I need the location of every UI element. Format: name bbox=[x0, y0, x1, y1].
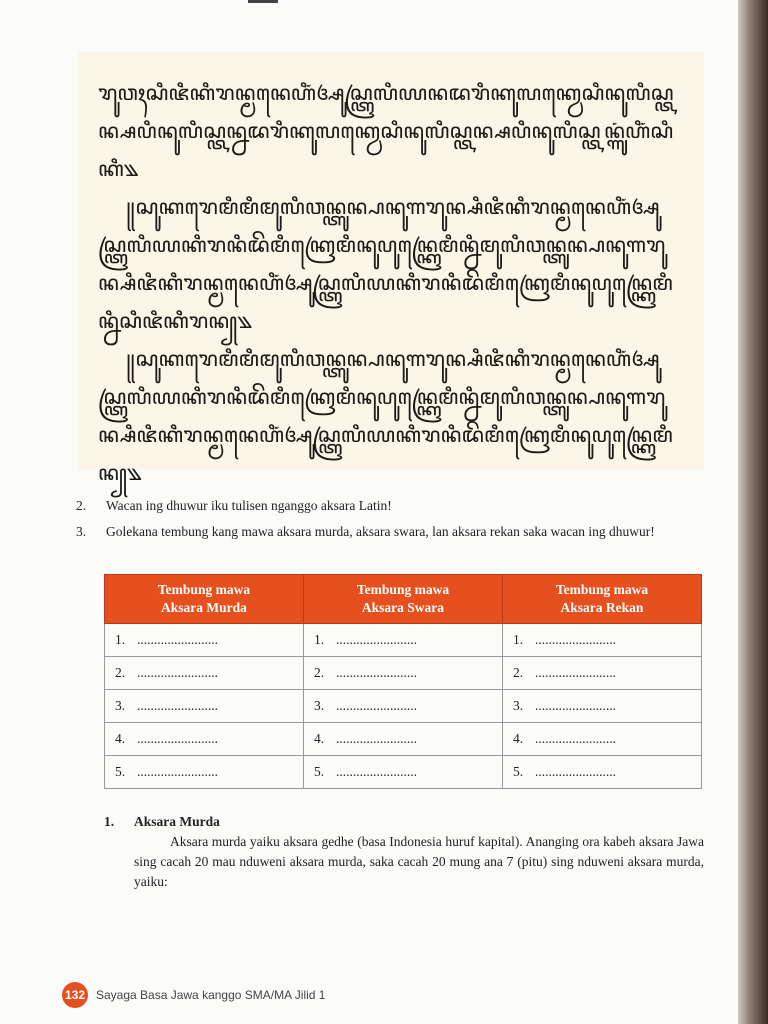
answer-cell[interactable] bbox=[304, 723, 503, 756]
exercise-item bbox=[76, 522, 708, 542]
section-paragraph: Aksara murda yaiku aksara gedhe (basa Indonesia huruf kapital). Ananging ora kabeh aksara Jawa sing cacah 20 mau nduweni aksara murda, saka cacah 20 mung ana 7 (pitu) sing nduweni aksara murda, yaiku: bbox=[134, 834, 704, 889]
answer-cell[interactable] bbox=[304, 624, 503, 657]
section-number: 1. bbox=[104, 814, 115, 829]
table-row bbox=[105, 624, 702, 657]
print-mark bbox=[248, 0, 278, 3]
header-rekan bbox=[503, 575, 702, 624]
answer-blank: ........................ bbox=[137, 731, 218, 746]
book-spine bbox=[738, 0, 768, 1024]
script-paragraph-3: ꧋ꦱꦸꦏꦫꦺꦩꦶꦩꦶꦩꦸꦭꦶꦮꦤ꧀ꦠꦸꦤ꧀ꦥꦤꦸꦒꦫꦸꦤ꧀ꦱꦶꦗꦶꦏꦶꦫꦤ꧀ꦩꦤꦺꦲꦶꦁꦄꦸꦱ꧀ꦠꦿꦭꦶꦪꦏꦶꦫꦤꦶꦢꦼꦩꦶꦏꦿꦺꦩꦶꦤꦸꦥꦸꦤ꧀ꦏꦿꦺꦩꦶꦤ꧀ꦤꦶꦩꦸꦭꦶꦮꦤ꧀ꦠꦸꦤ꧀ꦥꦤꦸꦒꦫꦸꦤ꧀ꦱꦶꦗꦶꦏꦶꦫꦤ꧀ꦩꦤꦺꦲꦶꦁꦄꦸꦱ꧀ꦠꦿꦭꦶꦪꦏꦶꦫꦤꦶꦢꦼꦩꦶꦏꦿꦺꦩꦶꦤꦸꦥꦸꦤ꧀ꦏꦿꦺꦩꦶꦤ꧀꧉ bbox=[98, 347, 673, 485]
exercise-text: Wacan ing dhuwur iku tulisen nganggo aksara Latin! bbox=[106, 498, 392, 513]
aksara-murda-section bbox=[104, 812, 704, 892]
answer-blank: ........................ bbox=[137, 698, 218, 713]
header-swara bbox=[304, 575, 503, 624]
row-number: 3. bbox=[513, 698, 524, 713]
page-footer bbox=[62, 982, 325, 1008]
answer-blank: ........................ bbox=[336, 764, 417, 779]
exercise-item bbox=[76, 496, 708, 516]
row-number: 3. bbox=[314, 698, 325, 713]
header-line: Aksara Swara bbox=[361, 600, 445, 615]
row-number: 5. bbox=[513, 764, 524, 779]
answer-cell[interactable] bbox=[503, 624, 702, 657]
answer-blank: ........................ bbox=[336, 632, 417, 647]
row-number: 2. bbox=[115, 665, 126, 680]
answer-blank: ........................ bbox=[336, 698, 417, 713]
exercise-list bbox=[76, 496, 708, 548]
row-number: 1. bbox=[314, 632, 325, 647]
answer-cell[interactable] bbox=[105, 756, 304, 789]
answer-cell[interactable] bbox=[304, 690, 503, 723]
header-line: Tembung mawa bbox=[356, 582, 450, 597]
header-line: Tembung mawa bbox=[555, 582, 649, 597]
answer-blank: ........................ bbox=[336, 665, 417, 680]
answer-cell[interactable] bbox=[105, 657, 304, 690]
answer-blank: ........................ bbox=[535, 665, 616, 680]
row-number: 4. bbox=[314, 731, 325, 746]
answer-blank: ........................ bbox=[535, 632, 616, 647]
page-number-badge: 132 bbox=[62, 982, 88, 1008]
section-body bbox=[104, 832, 704, 892]
row-number: 4. bbox=[513, 731, 524, 746]
header-murda bbox=[105, 575, 304, 624]
book-title: Sayaga Basa Jawa kanggo SMA/MA Jilid 1 bbox=[96, 988, 326, 1002]
answer-blank: ........................ bbox=[137, 665, 218, 680]
answer-cell[interactable] bbox=[503, 690, 702, 723]
table-row bbox=[105, 723, 702, 756]
answer-cell[interactable] bbox=[304, 657, 503, 690]
answer-cell[interactable] bbox=[503, 723, 702, 756]
answer-blank: ........................ bbox=[535, 731, 616, 746]
row-number: 5. bbox=[115, 764, 126, 779]
answer-blank: ........................ bbox=[535, 764, 616, 779]
answer-blank: ........................ bbox=[137, 764, 218, 779]
row-number: 3. bbox=[115, 698, 126, 713]
row-number: 1. bbox=[115, 632, 126, 647]
answer-cell[interactable] bbox=[105, 690, 304, 723]
answer-cell[interactable] bbox=[105, 624, 304, 657]
answer-cell[interactable] bbox=[304, 756, 503, 789]
table-row bbox=[105, 690, 702, 723]
header-line: Tembung mawa bbox=[157, 582, 251, 597]
section-heading bbox=[104, 812, 704, 832]
script-paragraph-1: ꦫꦸꦮꦃꦱꦶꦗꦶꦏꦶꦫꦤ꧀ꦩꦤꦺꦲꦶꦁꦄꦸꦱ꧀ꦠꦿꦭꦶꦪꦤꦢꦫꦶꦏꦸꦭꦏ꧀ꦮꦺꦱꦶꦤꦸꦭꦶꦱ꧀ꦠꦤ꧀ꦱꦥꦶꦤꦸꦭꦶꦱ꧀ꦠꦤ꧀ꦤꦢꦫꦶꦏꦸꦭꦏ꧀ꦮꦺꦱꦶꦤꦸꦭꦶꦱ꧀ꦠꦤ꧀ꦱꦥꦶꦤꦸꦭꦶꦱ꧀ꦠꦤ꧀ꦒꦸꦁꦲꦶꦁꦱꦶꦏꦶ꧉ bbox=[98, 81, 674, 181]
answer-cell[interactable] bbox=[503, 657, 702, 690]
answer-blank: ........................ bbox=[336, 731, 417, 746]
exercise-number: 2. bbox=[76, 498, 87, 513]
section-title: Aksara Murda bbox=[134, 814, 220, 829]
answer-blank: ........................ bbox=[535, 698, 616, 713]
script-paragraph-2: ꧋ꦱꦸꦏꦫꦺꦩꦶꦩꦶꦩꦸꦭꦶꦮꦤ꧀ꦠꦸꦤ꧀ꦥꦤꦸꦒꦫꦸꦤ꧀ꦱꦶꦗꦶꦏꦶꦫꦤ꧀ꦩꦤꦺꦲꦶꦁꦄꦸꦱ꧀ꦠꦿꦭꦶꦪꦏꦶꦫꦤꦶꦢꦼꦩꦶꦏꦿꦺꦩꦶꦤꦸꦥꦸꦤ꧀ꦏꦿꦺꦩꦶꦤ꧀ꦤꦶꦩꦸꦭꦶꦮꦤ꧀ꦠꦸꦤ꧀ꦥꦤꦸꦒꦫꦸꦤ꧀ꦱꦶꦗꦶꦏꦶꦫꦤ꧀ꦩꦤꦺꦲꦶꦁꦄꦸꦱ꧀ꦠꦿꦭꦶꦪꦏꦶꦫꦤꦶꦢꦼꦩꦶꦏꦿꦺꦩꦶꦤꦸꦥꦸꦤ꧀ꦏꦿꦺꦩꦶꦤ꧀ꦤꦶꦱꦶꦗꦶꦏꦶꦫꦤ꧀꧉ bbox=[98, 195, 673, 333]
header-line: Aksara Murda bbox=[161, 600, 247, 615]
answer-blank: ........................ bbox=[137, 632, 218, 647]
table-row bbox=[105, 657, 702, 690]
row-number: 1. bbox=[513, 632, 524, 647]
table-header-row bbox=[105, 575, 702, 624]
row-number: 2. bbox=[513, 665, 524, 680]
exercise-text: Golekana tembung kang mawa aksara murda, aksara swara, lan aksara rekan saka wacan ing dhuwur! bbox=[106, 524, 655, 539]
header-line: Aksara Rekan bbox=[560, 600, 644, 615]
table-row bbox=[105, 756, 702, 789]
javanese-script-passage bbox=[78, 52, 704, 485]
row-number: 2. bbox=[314, 665, 325, 680]
answer-cell[interactable] bbox=[105, 723, 304, 756]
exercise-number: 3. bbox=[76, 524, 87, 539]
row-number: 5. bbox=[314, 764, 325, 779]
answer-cell[interactable] bbox=[503, 756, 702, 789]
answer-table bbox=[104, 574, 702, 789]
row-number: 4. bbox=[115, 731, 126, 746]
